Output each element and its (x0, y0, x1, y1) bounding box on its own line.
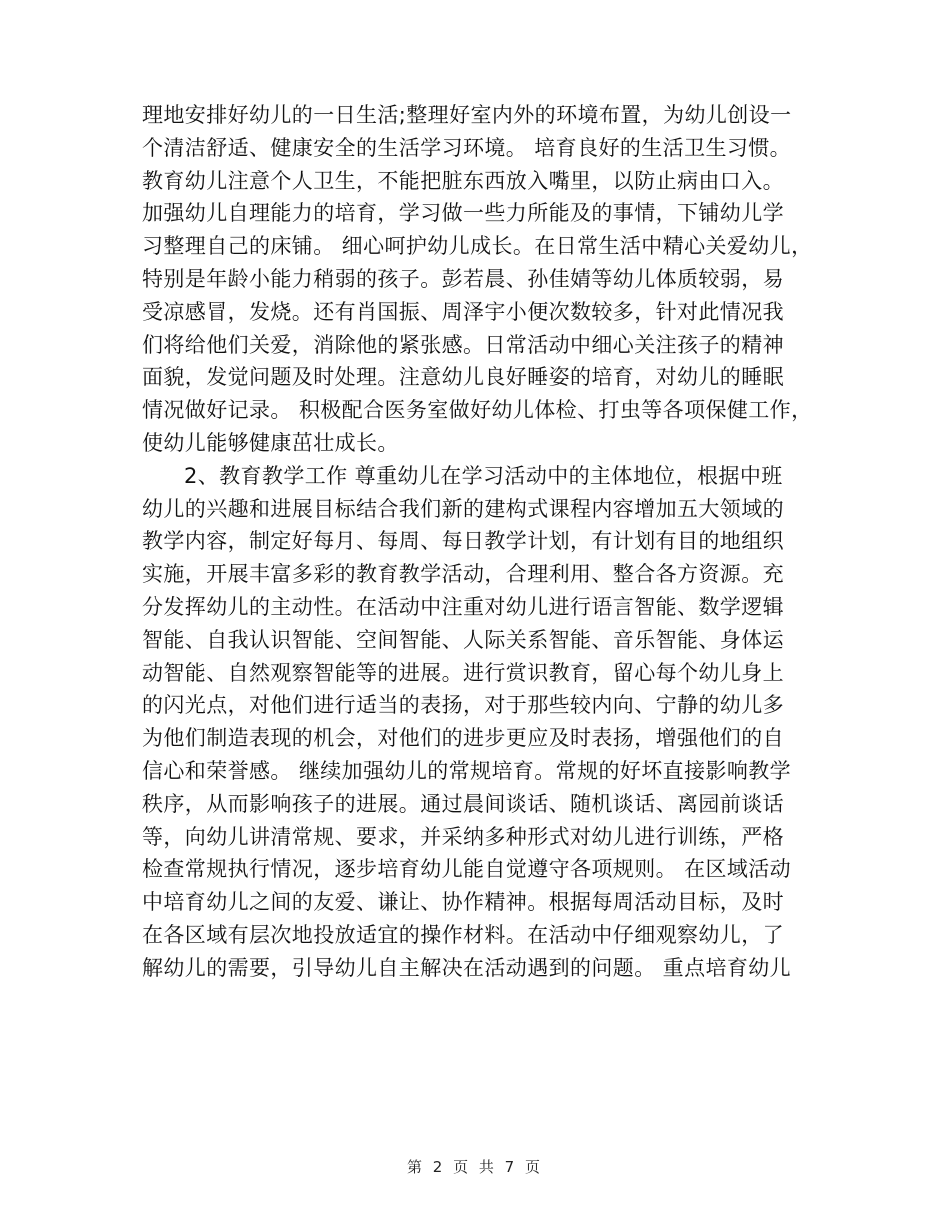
text-line-16: 分发挥幼儿的主动性。在活动中注重对幼儿进行语言智能、数学逻辑 (142, 594, 784, 619)
text-line-6: 特别是年龄小能力稍弱的孩子。彭若晨、孙佳婧等幼儿体质较弱，易 (142, 266, 784, 291)
text-line-18: 动智能、自然观察智能等的进展。进行赏识教育，留心每个幼儿身上 (142, 660, 784, 685)
text-line-13: 幼儿的兴趣和进展目标结合我们新的建构式课程内容增加五大领域的 (142, 496, 784, 521)
text-line-3: 教育幼儿注意个人卫生，不能把脏东西放入嘴里，以防止病由口入。 (142, 168, 784, 193)
text-line-22: 秩序，从而影响孩子的进展。通过晨间谈话、随机谈话、离园前谈话 (142, 791, 784, 816)
text-line-20: 为他们制造表现的机会，对他们的进步更应及时表扬，增强他们的自 (142, 726, 784, 751)
text-line-7: 受凉感冒，发烧。还有肖国振、周泽宇小便次数较多，针对此情况我 (142, 299, 784, 324)
text-line-26: 在各区域有层次地投放适宜的操作材料。在活动中仔细观察幼儿，了 (142, 922, 784, 947)
text-line-17: 智能、自我认识智能、空间智能、人际关系智能、音乐智能、身体运 (142, 627, 784, 652)
text-line-15: 实施，开展丰富多彩的教育教学活动，合理利用、整合各方资源。充 (142, 562, 784, 587)
text-line-19: 的闪光点，对他们进行适当的表扬，对于那些较内向、宁静的幼儿多 (142, 693, 784, 718)
text-line-10: 情况做好记录。 积极配合医务室做好幼儿体检、打虫等各项保健工作， (142, 398, 813, 423)
page-number-label: 第 2 页 共 7 页 (407, 1158, 543, 1176)
text-line-8: 们将给他们关爱，消除他的紧张感。日常活动中细心关注孩子的精神 (142, 332, 784, 357)
text-line-1: 理地安排好幼儿的一日生活;整理好室内外的环境布置，为幼儿创设一 (142, 103, 792, 127)
text-line-5: 习整理自己的床铺。 细心呵护幼儿成长。在日常生活中精心关爱幼儿， (142, 234, 813, 259)
body-text (142, 99, 822, 985)
text-line-24: 检查常规执行情况，逐步培育幼儿能自觉遵守各项规则。 在区域活动 (142, 857, 792, 882)
text-line-4: 加强幼儿自理能力的培育，学习做一些力所能及的事情，下铺幼儿学 (142, 201, 784, 226)
text-line-27: 解幼儿的需要，引导幼儿自主解决在活动遇到的问题。 重点培育幼儿 (142, 955, 792, 980)
text-line-11: 使幼儿能够健康茁壮成长。 (142, 430, 399, 455)
text-line-14: 教学内容，制定好每月、每周、每日教学计划，有计划有目的地组织 (142, 529, 784, 554)
page-footer (0, 1157, 950, 1177)
text-line-25: 中培育幼儿之间的友爱、谦让、协作精神。根据每周活动目标，及时 (142, 890, 784, 915)
text-line-2: 个清洁舒适、健康安全的生活学习环境。 培育良好的生活卫生习惯。 (142, 135, 792, 160)
text-line-21: 信心和荣誉感。 继续加强幼儿的常规培育。常规的好坏直接影响教学 (142, 758, 792, 783)
text-line-9: 面貌，发觉问题及时处理。注意幼儿良好睡姿的培育，对幼儿的睡眠 (142, 365, 784, 390)
text-line-12: 2、教育教学工作 尊重幼儿在学习活动中的主体地位，根据中班 (184, 463, 783, 488)
text-line-23: 等，向幼儿讲清常规、要求，并采纳多种形式对幼儿进行训练，严格 (142, 824, 784, 849)
